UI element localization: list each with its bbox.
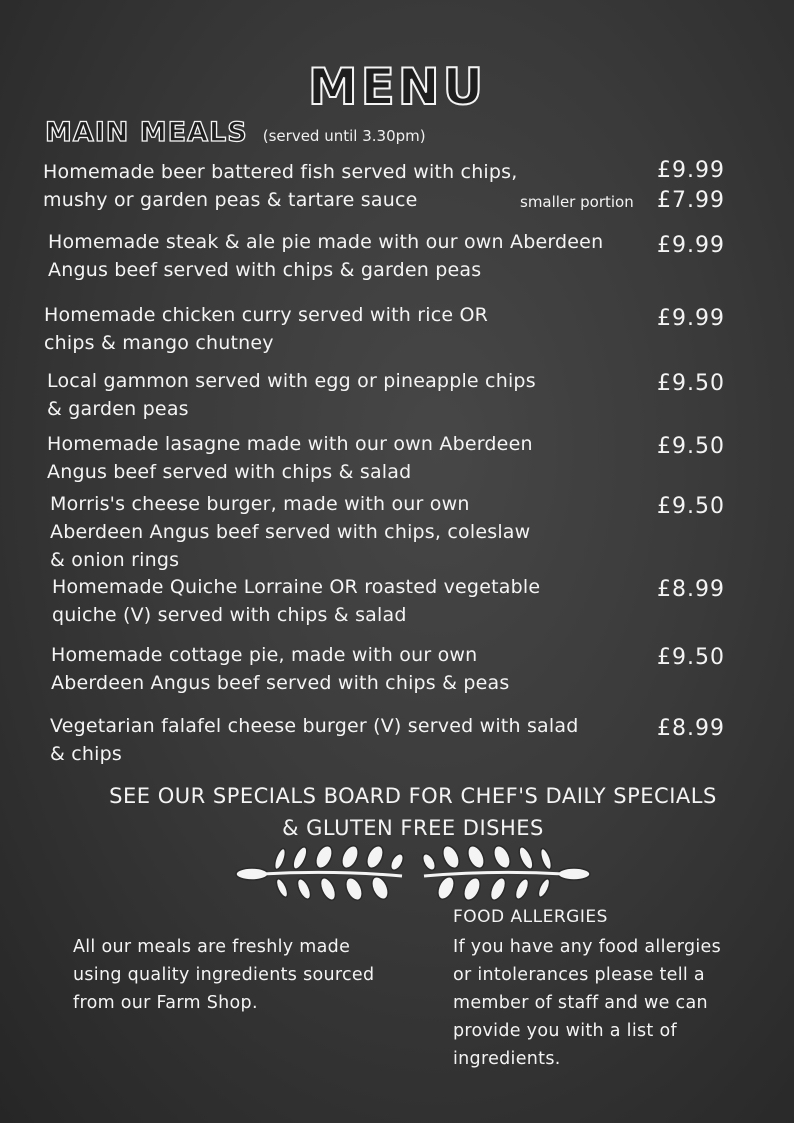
section-note: (served until 3.30pm) [262,127,426,145]
section-title: MAIN MEALS [45,117,248,148]
menu-item-cheese-burger: Morris's cheese burger, made with our own Aberdeen Angus beef served with chips, coleslaw & onion rings [50,493,531,571]
menu-item-falafel-burger: Vegetarian falafel cheese burger (V) served with salad & chips [50,715,579,765]
price-cottage-pie: £9.50 [657,645,725,670]
price-chicken-curry: £9.99 [657,306,725,331]
price-falafel-burger: £8.99 [657,716,725,741]
smaller-portion-label: smaller portion [520,193,634,211]
price-steak-pie: £9.99 [657,233,725,258]
menu-item-quiche: Homemade Quiche Lorraine OR roasted vegetable quiche (V) served with chips & salad [52,576,541,626]
price-fish: £9.99 [657,158,725,183]
allergy-heading: FOOD ALLERGIES [453,907,608,927]
specials-note: SEE OUR SPECIALS BOARD FOR CHEF'S DAILY SPECIALS & GLUTEN FREE DISHES [109,784,717,840]
menu-item-cottage-pie: Homemade cottage pie, made with our own Aberdeen Angus beef served with chips & peas [51,644,510,694]
laurel-divider-icon [232,842,594,908]
price-fish-smaller: £7.99 [657,188,725,213]
section-header [45,117,426,148]
menu-title: MENU [307,58,487,116]
menu-item-steak-pie: Homemade steak & ale pie made with our own Aberdeen Angus beef served with chips & garden peas [48,231,604,281]
menu-item-gammon: Local gammon served with egg or pineapple chips & garden peas [47,370,536,420]
price-quiche: £8.99 [657,577,725,602]
menu-item-chicken-curry: Homemade chicken curry served with rice OR chips & mango chutney [44,304,489,354]
menu-item-lasagne: Homemade lasagne made with our own Aberdeen Angus beef served with chips & salad [47,433,533,483]
allergy-text: If you have any food allergies or intolerances please tell a member of staff and we can provide you with a list of ingredients. [453,937,722,1069]
price-lasagne: £9.50 [657,434,725,459]
farm-shop-note: All our meals are freshly made using quality ingredients sourced from our Farm Shop. [73,937,375,1013]
price-gammon: £9.50 [657,371,725,396]
menu-item-fish: Homemade beer battered fish served with chips, mushy or garden peas & tartare sauce [43,161,518,211]
price-cheese-burger: £9.50 [657,494,725,519]
